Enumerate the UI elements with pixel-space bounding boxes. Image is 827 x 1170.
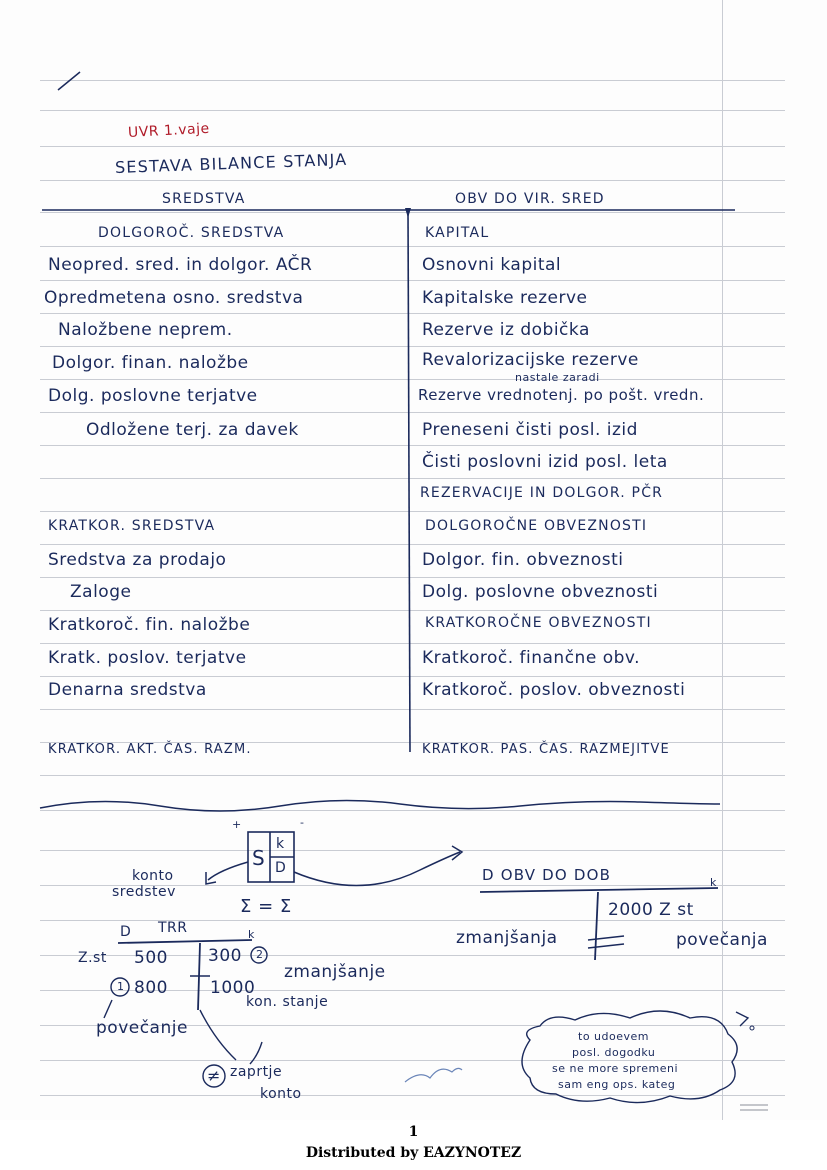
trr-title: TRR [158, 920, 188, 936]
trr-zst: Z.st [78, 950, 107, 966]
right-item: Čisti poslovni izid posl. leta [422, 452, 668, 472]
sum-equality: Σ = Σ [240, 896, 292, 917]
obv-povecanja: povečanja [676, 930, 768, 950]
right-item-kratkorocne-obveznosti: KRATKOROČNE OBVEZNOSTI [425, 615, 652, 631]
left-column-header: SREDSTVA [162, 191, 246, 207]
right-item: Osnovni kapital [422, 255, 562, 275]
not-equal-sign: ≠ [207, 1066, 221, 1085]
trr-povecanje: povečanje [96, 1018, 188, 1038]
trr-500: 500 [134, 948, 168, 968]
left-item: Dolg. poslovne terjatve [48, 386, 258, 406]
right-item-kapital: KAPITAL [425, 225, 490, 241]
konto-label: konto [132, 868, 174, 884]
left-item: Kratkoroč. fin. naložbe [48, 615, 251, 635]
konto-box-s: S [252, 846, 266, 870]
right-item-kratkor-pas-cas-razmejitve: KRATKOR. PAS. ČAS. RAZMEJITVE [422, 742, 670, 757]
trr-300: 300 [208, 946, 242, 966]
konto-label-sredstev: sredstev [112, 884, 176, 900]
trr-debit-label: D [120, 924, 132, 940]
plus-mark: + [232, 818, 242, 831]
right-item: Rezerve vrednotenj. po pošt. vredn. [418, 386, 705, 404]
trr-kon-stanje: kon. stanje [246, 994, 329, 1010]
cloud-line: posl. dogodku [572, 1046, 656, 1059]
right-item-note: nastale zaradi [515, 371, 600, 384]
page-title: SESTAVA BILANCE STANJA [114, 149, 348, 177]
left-item: Sredstva za prodajo [48, 550, 227, 570]
trr-credit-label: k [248, 928, 255, 941]
right-item: Revalorizacijske rezerve [422, 350, 639, 370]
right-item-rezervacije: REZERVACIJE IN DOLGOR. PČR [420, 485, 664, 501]
right-item: Preneseni čisti posl. izid [422, 420, 638, 440]
left-item: Zaloge [70, 582, 132, 602]
right-item: Kapitalske rezerve [422, 288, 588, 308]
left-item: Kratk. poslov. terjatve [48, 648, 247, 668]
obv-account-k: k [710, 876, 717, 889]
right-item: Dolgor. fin. obveznosti [422, 550, 624, 570]
zaprtje-label: zaprtje [230, 1064, 283, 1080]
trr-zmanjsanje: zmanjšanje [284, 962, 386, 982]
left-item-kratkor-sredstva: KRATKOR. SREDSTVA [48, 518, 216, 534]
obv-zmanjsanja: zmanjšanja [456, 928, 558, 948]
left-item: Denarna sredstva [48, 680, 207, 700]
cloud-line: se ne more spremeni [552, 1062, 678, 1075]
zaprtje-konto-label: konto [260, 1086, 302, 1102]
left-item: Naložbene neprem. [58, 320, 233, 340]
minus-mark: - [300, 816, 305, 829]
left-item-kratkor-akt-cas-razm: KRATKOR. AKT. ČAS. RAZM. [48, 742, 252, 757]
left-item: Dolgor. finan. naložbe [52, 353, 249, 373]
footer-distributor: Distributed by EAZYNOTEZ [305, 1145, 522, 1161]
obv-account-value: 2000 Z st [608, 900, 694, 920]
trr-800: 800 [134, 978, 168, 998]
left-item: Odložene terj. za davek [86, 420, 299, 440]
trr-1000: 1000 [210, 978, 256, 998]
cloud-line: to udoevem [578, 1030, 649, 1043]
right-column-header: OBV DO VIR. SRED [455, 191, 605, 207]
konto-box-d: D [275, 860, 287, 876]
right-item: Dolg. poslovne obveznosti [422, 582, 659, 602]
trr-circle-2: 2 [256, 948, 264, 961]
obv-account-title: D OBV DO DOB [482, 866, 612, 884]
left-item: Neopred. sred. in dolgor. AČR [48, 255, 313, 275]
right-item: Rezerve iz dobička [422, 320, 590, 340]
right-item: Kratkoroč. finančne obv. [422, 648, 641, 668]
trr-circle-1: 1 [117, 980, 125, 993]
right-item: Kratkoroč. poslov. obveznosti [422, 680, 686, 700]
page-number: 1 [408, 1124, 419, 1140]
title-course-label: UVR 1.vaje [127, 120, 211, 141]
left-item-dolgoroc-sredstva: DOLGOROČ. SREDSTVA [98, 225, 285, 241]
right-item-dolgorocne-obveznosti: DOLGOROČNE OBVEZNOSTI [425, 518, 648, 534]
left-item: Opredmetena osno. sredstva [44, 288, 304, 308]
konto-box-k: k [276, 836, 285, 852]
cloud-line: sam eng ops. kateg [558, 1078, 676, 1091]
